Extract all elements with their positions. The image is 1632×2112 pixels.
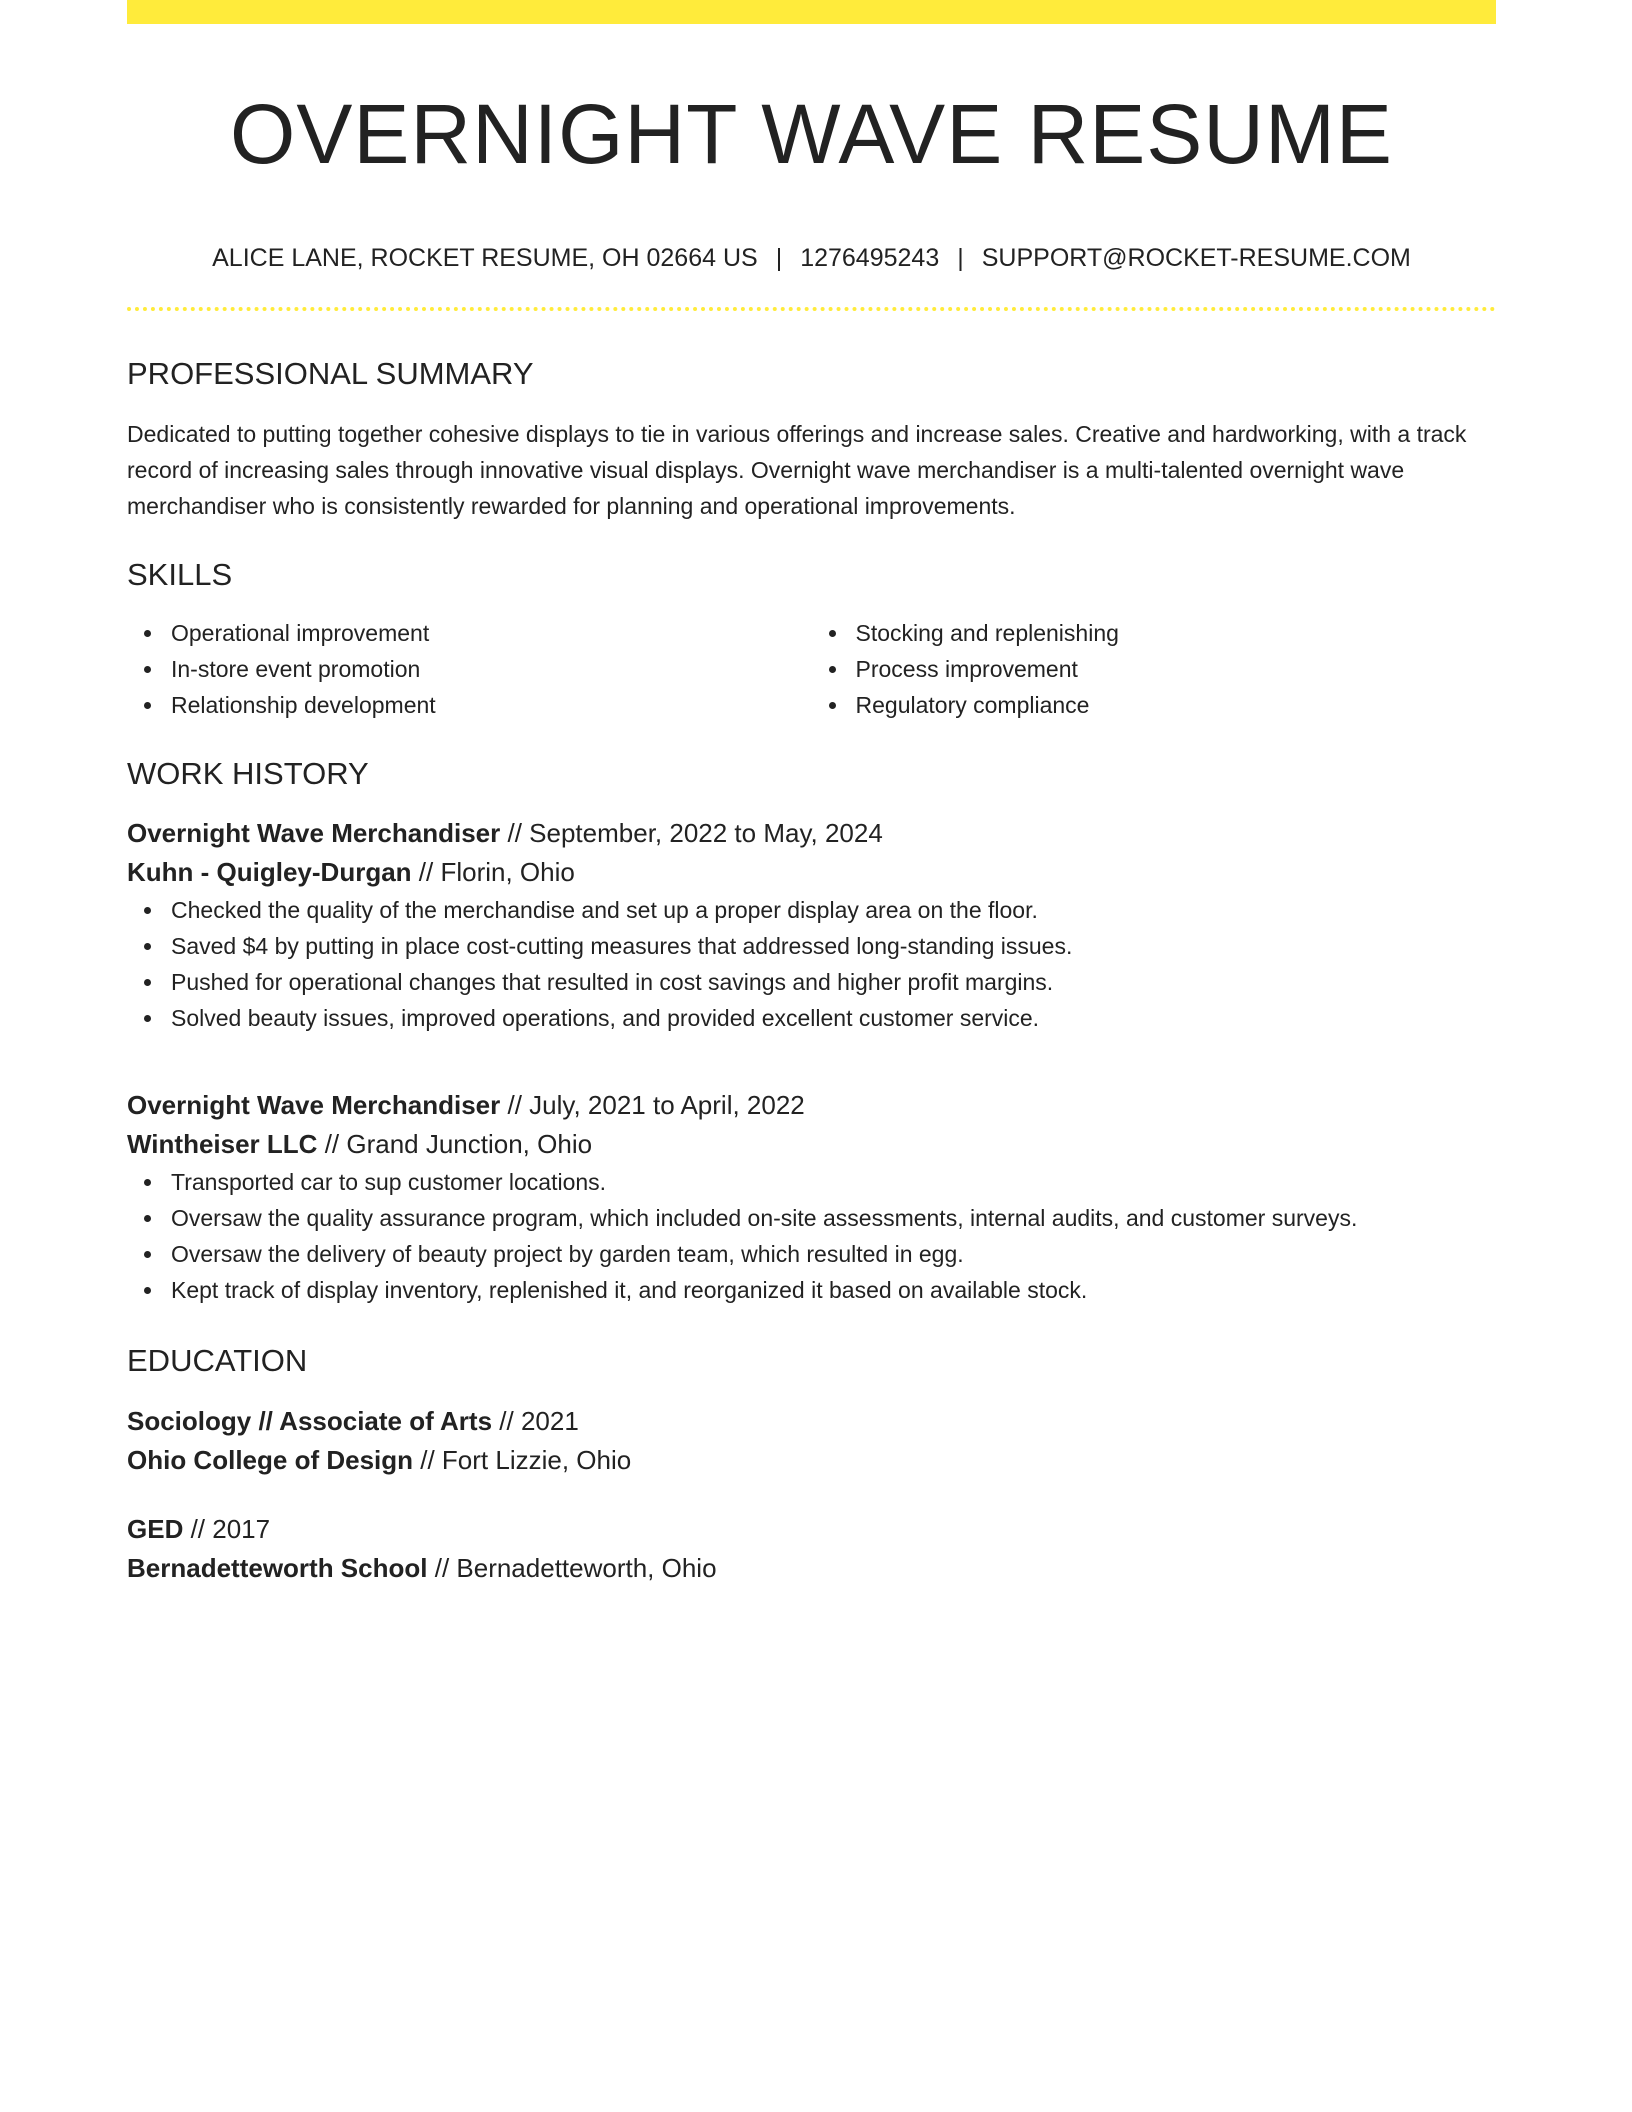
education-school: Ohio College of Design (127, 1444, 414, 1475)
contact-separator: | (775, 243, 783, 272)
job-duty-item: Pushed for operational changes that resulted in cost savings and higher profit margins. (171, 964, 1496, 1000)
job-role: Overnight Wave Merchandiser (127, 818, 501, 849)
job-duty-item: Oversaw the delivery of beauty project by garden team, which resulted in egg. (171, 1236, 1496, 1272)
skill-item: Operational improvement (171, 615, 812, 651)
resume-title: OVERNIGHT WAVE RESUME (230, 87, 1393, 181)
skills-heading: SKILLS (127, 556, 233, 592)
education-heading: EDUCATION (127, 1343, 308, 1379)
education-degree-line (127, 1402, 1496, 1441)
job-company-line (127, 1125, 1496, 1164)
education-school: Bernadetteworth School (127, 1552, 428, 1583)
job-location: // Florin, Ohio (418, 857, 575, 888)
job-dates: // July, 2021 to April, 2022 (507, 1090, 805, 1121)
skill-item: Stocking and replenishing (856, 615, 1497, 651)
education-degree: Sociology // Associate of Arts (127, 1405, 493, 1436)
education-degree: GED (127, 1513, 184, 1544)
job-company: Wintheiser LLC (127, 1129, 318, 1160)
education-school-line (127, 1549, 1496, 1588)
skills-column-left (127, 615, 812, 723)
job-company: Kuhn - Quigley-Durgan (127, 857, 412, 888)
job-duty-item: Oversaw the quality assurance program, which included on-site assessments, internal audits, and customer surveys. (171, 1200, 1496, 1236)
education-degree-line (127, 1510, 1496, 1549)
job-duties (127, 1164, 1496, 1308)
job-company-line (127, 853, 1496, 892)
education-year: // 2017 (190, 1513, 271, 1544)
education-year: // 2021 (499, 1405, 579, 1436)
accent-top-bar (127, 0, 1496, 24)
job-duties (127, 892, 1496, 1036)
skill-item: Regulatory compliance (856, 687, 1497, 723)
contact-address: ALICE LANE, ROCKET RESUME, OH 02664 US (212, 243, 758, 272)
job-duty-item: Checked the quality of the merchandise and set up a proper display area on the floor. (171, 892, 1496, 928)
job-role-line (127, 1086, 1496, 1125)
job-entry (127, 1086, 1496, 1308)
education-entry (127, 1402, 1496, 1480)
dotted-divider (127, 307, 1496, 311)
contact-separator: | (957, 243, 964, 272)
job-dates: // September, 2022 to May, 2024 (507, 818, 883, 849)
contact-email: SUPPORT@ROCKET-RESUME.COM (981, 243, 1411, 272)
job-duty-item: Kept track of display inventory, replenished it, and reorganized it based on available stock. (171, 1272, 1496, 1308)
job-role: Overnight Wave Merchandiser (127, 1090, 501, 1121)
job-duty-item: Solved beauty issues, improved operations, and provided excellent customer service. (171, 1000, 1496, 1036)
education-location: // Fort Lizzie, Ohio (420, 1444, 632, 1475)
skills-list (127, 615, 1496, 723)
education-location: // Bernadetteworth, Ohio (434, 1552, 717, 1583)
contact-line (127, 243, 1496, 273)
job-role-line (127, 814, 1496, 853)
job-entry (127, 814, 1496, 1036)
skill-item: Relationship development (171, 687, 812, 723)
education-school-line (127, 1441, 1496, 1480)
job-duty-item: Saved $4 by putting in place cost-cutting measures that addressed long-standing issues. (171, 928, 1496, 964)
skill-item: Process improvement (856, 651, 1497, 687)
work-history-heading: WORK HISTORY (127, 756, 369, 792)
skill-item: In-store event promotion (171, 651, 812, 687)
summary-heading: PROFESSIONAL SUMMARY (127, 355, 534, 391)
job-duty-item: Transported car to sup customer locations. (171, 1164, 1496, 1200)
skills-column-right (812, 615, 1497, 723)
job-location: // Grand Junction, Ohio (324, 1129, 593, 1160)
summary-text: Dedicated to putting together cohesive displays to tie in various offerings and increase sales. Creative and hardworking, with a track record of increasing sales through innovative visual displays. Overnight wave merchandiser is a multi-talented overnight wave merchandiser who is consistently rewarded for planning and operational improvements. (127, 420, 1467, 519)
education-entry (127, 1510, 1496, 1588)
resume-page (127, 0, 1496, 1588)
contact-phone: 1276495243 (800, 243, 940, 272)
